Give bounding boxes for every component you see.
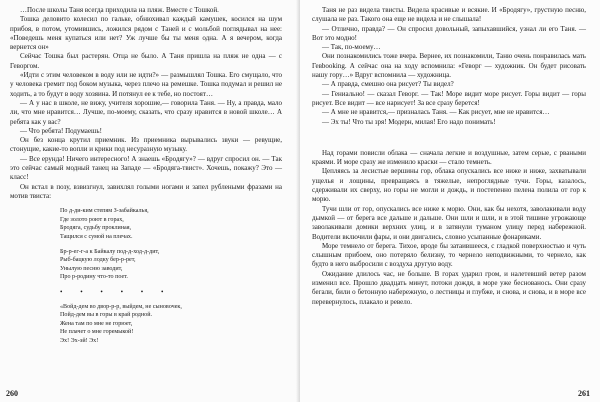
left-paragraph: Он встал в позу, взвизгнул, завихлял голыми ногами и запел рублеными фразами на мотив твиста: bbox=[10, 182, 282, 200]
verse-line: Жена там по мне не горюет, bbox=[60, 320, 133, 327]
right-paragraph: — Гениально! — сказал Геворг. — Так! Море видит море рисует. Горы видит — горы рисует. Все видит — все нарисует! За все сразу берется! bbox=[312, 89, 586, 107]
right-paragraph: — Отлично, правда? — Он спросил довольный, запыхавшийся, узнал ли его Таня. — Вот это модно! bbox=[312, 24, 586, 42]
right-paragraph: Над горами повисли облака — сначала легкие и воздушные, затем серые, с рваными краями. И море сразу же изменило краски — стало темнеть. bbox=[312, 148, 586, 167]
right-paragraph: Цепляясь за лесистые вершины гор, облака опускались все ниже и ниже, захватывали ущелья и лощины, превращаясь в тяжелые, непроглядные тучи. Горы, казалось, сдерживали их сверху, но горы не могли и дождь, и постепенно пелена полила от гор к морю. bbox=[312, 167, 586, 204]
left-paragraph: Сейчас Тошка был растерян. Отца не было. А Таня пришла на пляж не одна — с Геворгом. bbox=[10, 52, 282, 70]
left-paragraph: Тошка деловито колесил по гальке, обнюхивал каждый камушек, косился на шум прибоя, в потом, утомившись, ложился рядом с Таней и с мольбой поглядывал на нее: «Поведешь меня купаться или нет? Уж лучше бы ты меня одна. А я вечером, когда вернется он» bbox=[10, 15, 282, 52]
verse-line: Рыб-бацкую лодку бер-р-рет, bbox=[60, 257, 136, 264]
verse-line: Бр-р-ег-г-а к Байкалу под-д-ход-д-дит, bbox=[60, 248, 160, 255]
song-verse bbox=[60, 207, 282, 345]
right-paragraph: — Эх ты! Что ты зря! Модерн, милая! Его надо понимать! bbox=[322, 117, 496, 126]
verse-separator-dots: • • • • • • bbox=[60, 287, 172, 296]
right-page-text bbox=[312, 6, 586, 307]
left-paragraph: …После школы Таня всегда приходила на пляж. Вместе с Тошкой. bbox=[20, 6, 219, 14]
verse-stanza-3 bbox=[60, 303, 282, 346]
right-paragraph: — Так, по-моему… bbox=[322, 43, 381, 52]
right-paragraph: Таня не раз видела твисты. Видела красивые и всякие. И «Бродягу», грустную песню, слушала не раз. Такого она еще не видела и не слышала! bbox=[312, 6, 586, 24]
right-paragraph: Ожидание длилось час, не больше. В горах ударил гром, и налетевший ветер разом изменил все. Прошло двадцать минут, потоки дождя, в море уже беснованось. Они сразу бегали, били о бетонную набережную, о лестницы и глубже, и снова, и снова, и в море все перевернулось, плакало и ревело. bbox=[312, 269, 586, 306]
left-paragraph: — Что ребята! Подумаешь! bbox=[20, 126, 102, 135]
verse-line: Тащился с сумой на плечах. bbox=[60, 234, 133, 241]
right-paragraph: Они познакомились тоже вчера. Вернее, их познакомили, Таню очень понравилась мать Гевbooking. А сейчас она на ходу вспомнила: «Геворг — художник. Он будет рисовать нашу гору…» Вдруг вспомнила — художница. bbox=[312, 52, 586, 80]
verse-line: Унылую песню заводит, bbox=[60, 265, 123, 272]
page-number-left: 260 bbox=[6, 389, 18, 398]
left-paragraph: — А у нас в школе, не вижу, учителя хорошие,— говорила Таня. — Ну, а правда, мало ли, что мне нравится… Лучше, по-моему, сказать, что сразу нравится в новой школе… А ребята как у вас? bbox=[10, 98, 282, 126]
verse-stanza-2 bbox=[60, 248, 282, 282]
right-paragraph: — А правда, смешно она рисует? Ты видел? bbox=[322, 80, 454, 89]
verse-line: «Войд-дем во двор-р-р, выйдем, не сыновочек, bbox=[60, 303, 182, 310]
left-paragraph: Он без конца крутил приемник. Из приемника вырывались звуки — ревущие, стонущие, какие-то вопли и крики под несуразную музыку. bbox=[10, 136, 282, 154]
right-paragraph: Тучи шли от гор, опускались все ниже к морю. Они, как бы нехотя, заволакивали воду дымкой — от берега все дальше и дальше. Они шли и шли, и в этой тишине угрожающе заволакивали домики верхних улиц, и в затянули туманом улицу перед набережной. Водители включили фары, и они двигались, словно усыпанные фонариками. bbox=[312, 204, 586, 241]
verse-line: Где золото роют в горах, bbox=[60, 216, 124, 223]
verse-line: Эх! Эх-эй! Эх! bbox=[60, 337, 99, 344]
left-paragraph: «Идти с этим человеком в воду или не идти?» — размышлял Тошка. Его смущало, что у человека гремит под боком музыка, через плечо на ремешке. Тошка подумал и решил не ходить, а то будут в воду хозяина. И потянул ее к тебе, но постоят… bbox=[10, 71, 282, 98]
verse-line: Бродяга, судьбу проклиная, bbox=[60, 225, 132, 232]
verse-stanza-1 bbox=[60, 207, 282, 241]
right-page bbox=[300, 0, 600, 402]
verse-line: Про р-родину что-то поет. bbox=[60, 274, 128, 281]
right-paragraph: — А мне не нравится,— призналась Таня. — Как рисует, мне не нравится… bbox=[322, 108, 550, 117]
page-number-right: 261 bbox=[578, 389, 590, 398]
left-page-text bbox=[10, 6, 282, 352]
verse-line: По д-ди-ким степям З-забайкалья, bbox=[60, 208, 149, 215]
left-paragraph: — Все ерунда! Ничего интересного! А знаешь «Бродягу»? — вдруг спросил он. — Так это сейчас самый модный танец на Западе — «Бродяга-твист». Хочешь, покажу? Это — класс! bbox=[10, 154, 282, 182]
section-break bbox=[312, 127, 586, 149]
verse-line: Не плачет о мне горемыкой! bbox=[60, 329, 134, 336]
right-paragraph: Море темнело от берега. Тихое, вроде бы затаившееся, с гладкой поверхностью и чуть слышным прибоем, оно потеряло белизну, то чернело неподвижными, то чернело, как будто в него выбросили с воздуха другую воду. bbox=[312, 241, 586, 269]
verse-line: Пойд-дем вы в горы в край родной. bbox=[60, 312, 152, 319]
